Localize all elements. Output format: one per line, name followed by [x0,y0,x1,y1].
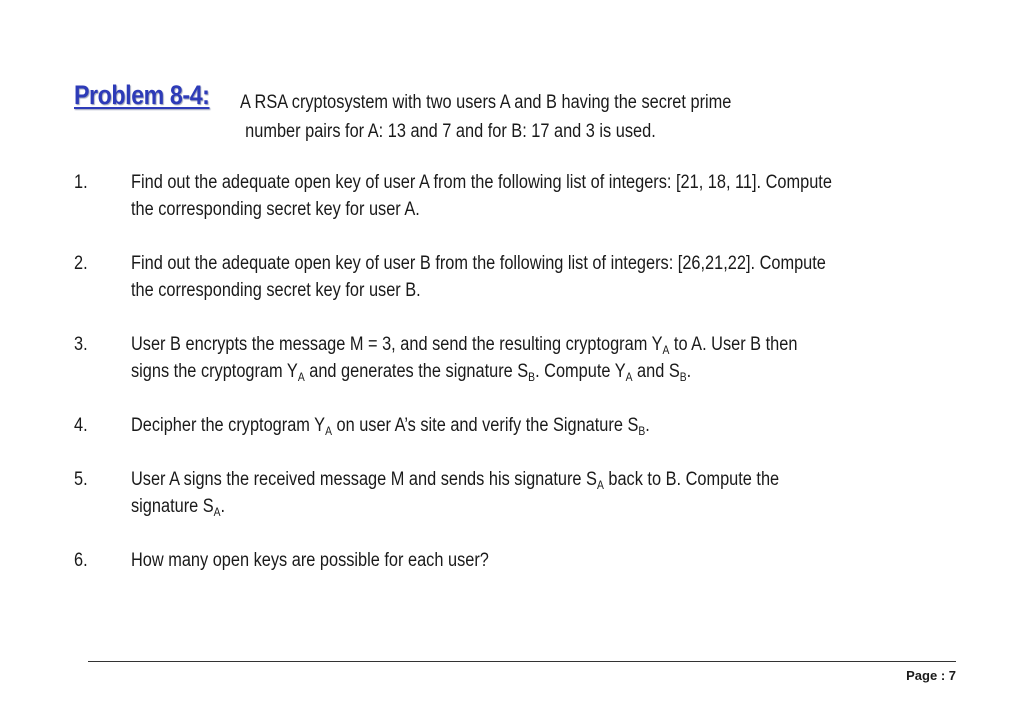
item-number: 5. [74,469,88,490]
item-text [131,547,489,574]
intro-line-1: A RSA cryptosystem with two users A and B having the secret prime [240,92,732,113]
subscript: A [297,370,305,384]
subscript: A [325,424,332,438]
text-segment: . [645,415,650,436]
text-segment: and generates the signature S [304,361,529,382]
item-number: 1. [74,172,88,193]
subscript: B [638,424,646,438]
item-text [131,412,650,439]
problem-title: Problem 8-4: [74,80,210,110]
footer-divider [88,661,956,662]
item-text [131,250,826,304]
item-text [131,169,832,223]
subscript: B [679,370,687,384]
page-number: Page : 7 [906,668,956,683]
item-line [131,331,797,358]
text-segment: on user A’s site and verify the Signature S [331,415,639,436]
intro-line-2: number pairs for A: 13 and 7 and for B: 17 and 3 is used. [245,121,656,142]
item-number: 3. [74,334,88,355]
item-line: the corresponding secret key for user B. [131,280,421,301]
subscript: A [662,343,670,357]
subscript: A [213,505,221,519]
item-line: the corresponding secret key for user A. [131,199,420,220]
item-line [131,493,779,520]
item-line [131,412,650,439]
text-segment: and S [632,361,680,382]
text-segment: . [220,496,226,517]
text-segment: Decipher the cryptogram Y [131,415,326,436]
text-segment: back to B. Compute the [603,469,780,490]
item-text [131,466,779,520]
item-line: Find out the adequate open key of user A from the following list of integers: [21, 18, 11]. Compute [131,172,832,193]
item-line [131,466,779,493]
text-segment: signs the cryptogram Y [131,361,298,382]
subscript: A [625,370,633,384]
item-number: 6. [74,550,88,571]
text-segment: signature S [131,496,214,517]
item-line: How many open keys are possible for each user? [131,550,489,571]
item-number: 4. [74,415,88,436]
item-line [131,358,797,385]
subscript: B [528,370,536,384]
problem-intro [240,88,731,146]
item-number: 2. [74,253,88,274]
item-line: Find out the adequate open key of user B from the following list of integers: [26,21,22]. Compute [131,253,826,274]
subscript: A [596,478,604,492]
text-segment: . Compute Y [535,361,626,382]
text-segment: User B encrypts the message M = 3, and send the resulting cryptogram Y [131,334,663,355]
text-segment: . [686,361,692,382]
text-segment: to A. User B then [669,334,798,355]
item-text [131,331,797,385]
text-segment: User A signs the received message M and sends his signature S [131,469,597,490]
